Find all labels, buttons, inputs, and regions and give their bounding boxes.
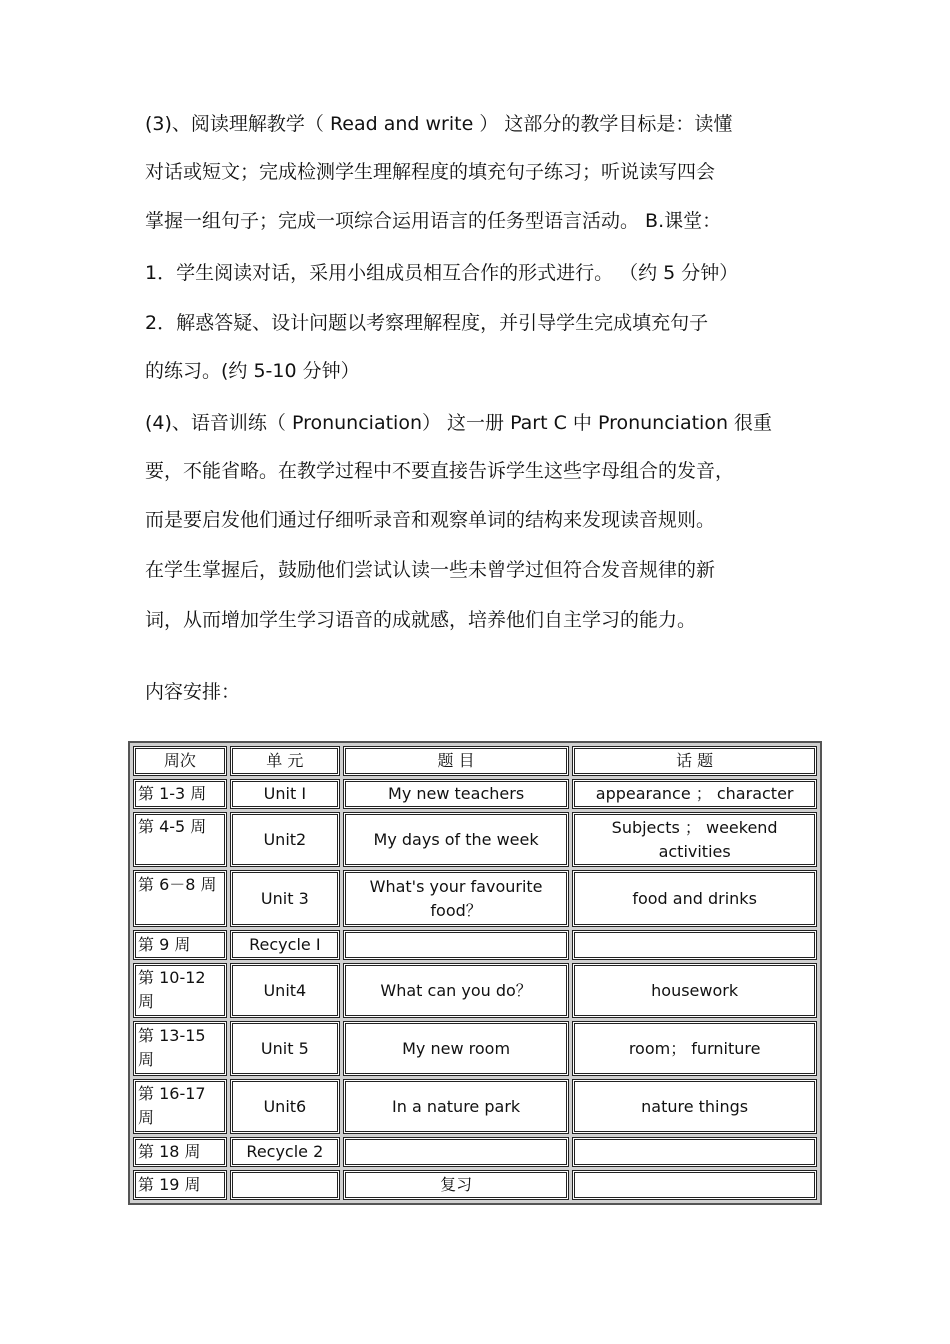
header-title: 题 目 <box>343 746 569 776</box>
week-cell: 第 10-12 周 <box>133 963 227 1018</box>
week-cell: 第 13-15 周 <box>133 1021 227 1076</box>
unit-cell: Unit 3 <box>230 870 340 927</box>
paragraph-line: 的练习。(约 5-10 分钟） <box>145 360 360 382</box>
topic-cell: room； furniture <box>572 1021 817 1076</box>
unit-cell: Unit4 <box>230 963 340 1018</box>
title-cell: In a nature park <box>343 1079 569 1134</box>
title-cell: What can you do？ <box>343 963 569 1018</box>
paragraph-line: 词，从而增加学生学习语音的成就感，培养他们自主学习的能力。 <box>145 609 697 631</box>
table-row <box>133 930 817 960</box>
paragraph-line: (4)、语音训练（ Pronunciation） 这一册 Part C 中 Pronunciation 很重 <box>145 412 773 434</box>
table-row <box>133 1137 817 1167</box>
table-row <box>133 1170 817 1200</box>
paragraph-line: 要，不能省略。在教学过程中不要直接告诉学生这些字母组合的发音， <box>145 460 735 482</box>
topic-cell <box>572 930 817 960</box>
topic-cell <box>572 1137 817 1167</box>
unit-cell: Unit 5 <box>230 1021 340 1076</box>
unit-cell: Recycle 2 <box>230 1137 340 1167</box>
header-unit: 单 元 <box>230 746 340 776</box>
week-cell: 第 1-3 周 <box>133 779 227 809</box>
table-row <box>133 870 817 927</box>
topic-cell: appearance ； character <box>572 779 817 809</box>
title-cell: My days of the week <box>343 812 569 867</box>
title-cell: What's your favourite food？ <box>343 870 569 927</box>
week-cell: 第 9 周 <box>133 930 227 960</box>
week-cell: 第 18 周 <box>133 1137 227 1167</box>
topic-cell: food and drinks <box>572 870 817 927</box>
table-header-row <box>133 746 817 776</box>
unit-cell: Unit2 <box>230 812 340 867</box>
week-cell: 第 19 周 <box>133 1170 227 1200</box>
week-cell: 第 16-17 周 <box>133 1079 227 1134</box>
paragraph-line: 掌握一组句子；完成一项综合运用语言的任务型语言活动。 B.课堂： <box>145 210 722 232</box>
title-cell: 复习 <box>343 1170 569 1200</box>
week-cell: 第 4-5 周 <box>133 812 227 867</box>
topic-cell: nature things <box>572 1079 817 1134</box>
title-cell: My new room <box>343 1021 569 1076</box>
paragraph-line: 而是要启发他们通过仔细听录音和观察单词的结构来发现读音规则。 <box>145 509 716 531</box>
topic-cell <box>572 1170 817 1200</box>
table-row <box>133 963 817 1018</box>
unit-cell: Unit I <box>230 779 340 809</box>
schedule-table <box>128 741 822 1205</box>
title-cell: My new teachers <box>343 779 569 809</box>
header-week: 周次 <box>133 746 227 776</box>
topic-cell: Subjects ； weekend activities <box>572 812 817 867</box>
table-row <box>133 1021 817 1076</box>
table-row <box>133 779 817 809</box>
table-row <box>133 1079 817 1134</box>
unit-cell <box>230 1170 340 1200</box>
paragraph-line: 2．解惑答疑、设计问题以考察理解程度，并引导学生完成填充句子 <box>145 312 709 334</box>
unit-cell: Unit6 <box>230 1079 340 1134</box>
paragraph-line: 在学生掌握后，鼓励他们尝试认读一些未曾学过但符合发音规律的新 <box>145 559 716 581</box>
week-cell: 第 6－8 周 <box>133 870 227 927</box>
header-topic: 话 题 <box>572 746 817 776</box>
topic-cell: housework <box>572 963 817 1018</box>
title-cell <box>343 930 569 960</box>
paragraph-line: 对话或短文；完成检测学生理解程度的填充句子练习；听说读写四会 <box>145 161 716 183</box>
paragraph-line: (3)、阅读理解教学（ Read and write ） 这部分的教学目标是：读懂 <box>145 113 733 135</box>
unit-cell: Recycle I <box>230 930 340 960</box>
table-row <box>133 812 817 867</box>
section-title: 内容安排： <box>145 681 241 703</box>
paragraph-line: 1．学生阅读对话，采用小组成员相互合作的形式进行。 （约 5 分钟） <box>145 262 739 284</box>
title-cell <box>343 1137 569 1167</box>
